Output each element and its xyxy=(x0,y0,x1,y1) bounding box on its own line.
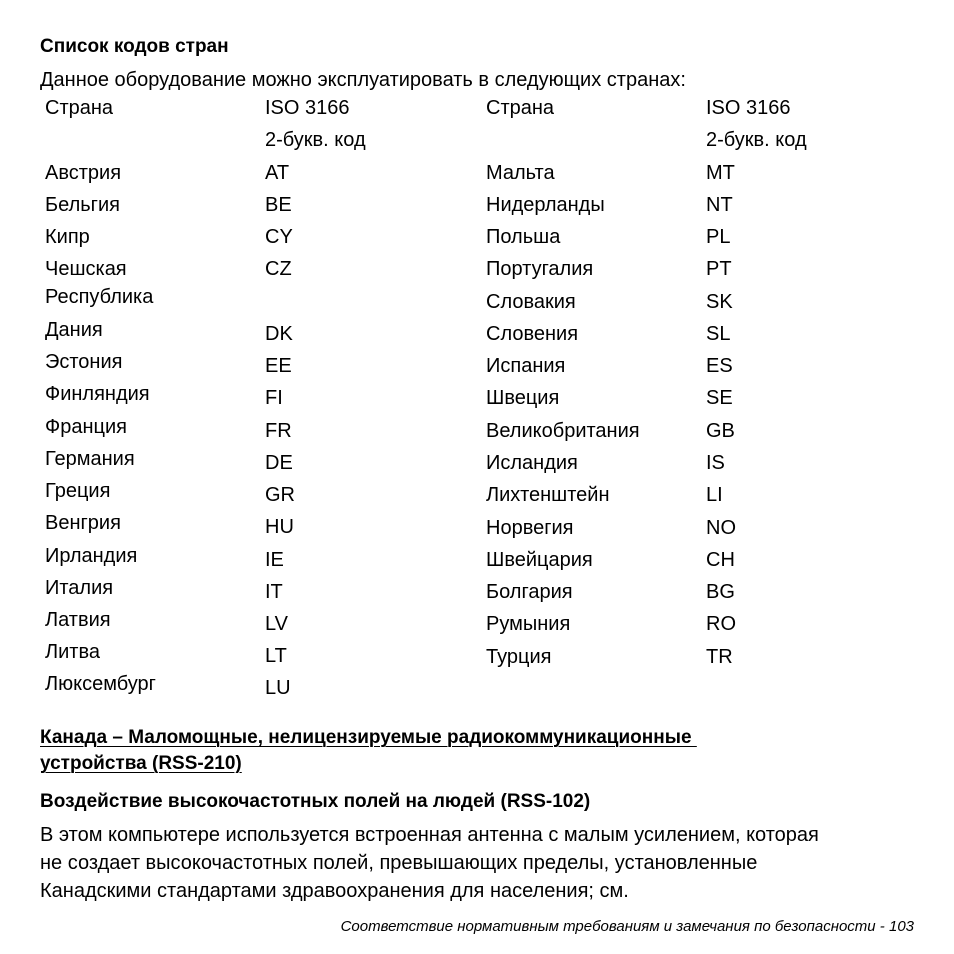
table-row-code: IS xyxy=(706,452,725,474)
table-row-code: PL xyxy=(706,226,731,248)
section-title: Список кодов стран xyxy=(40,36,229,57)
table-row-code: CZ xyxy=(265,258,292,280)
table-row-country: Латвия xyxy=(45,609,111,631)
table-row-code: AT xyxy=(265,162,290,184)
page-footer: Соответствие нормативным требованиям и замечания по безопасности - 103 xyxy=(340,918,914,935)
table-row-code: HU xyxy=(265,516,294,538)
table-row-country: Греция xyxy=(45,480,111,502)
rf-exposure-heading: Воздействие высокочастотных полей на людей (RSS-102) xyxy=(40,791,591,812)
table-row-country: Лихтенштейн xyxy=(486,484,610,506)
table-row-code: ES xyxy=(706,355,733,377)
table-row-code: NT xyxy=(706,194,733,216)
rf-body-line: не создает высокочастотных полей, превышающих пределы, установленные xyxy=(40,852,758,874)
table-header-code-left-sub: 2-букв. код xyxy=(265,129,366,151)
rf-body-line: Канадскими стандартами здравоохранения для населения; см. xyxy=(40,880,629,902)
table-row-country: Румыния xyxy=(486,613,571,635)
table-row-code: BE xyxy=(265,194,292,216)
table-row-country: Швеция xyxy=(486,387,560,409)
table-header-code-left: ISO 3166 xyxy=(265,97,350,119)
table-row-country: Кипр xyxy=(45,226,90,248)
table-row-country: Швейцария xyxy=(486,549,593,571)
table-row-code: CH xyxy=(706,549,735,571)
table-header-country-left: Страна xyxy=(45,97,114,119)
table-row-code: GB xyxy=(706,420,735,442)
table-row-country: Норвегия xyxy=(486,517,574,539)
table-row-code: GR xyxy=(265,484,295,506)
table-row-code: DK xyxy=(265,323,293,345)
table-row-country: Бельгия xyxy=(45,194,120,216)
table-row-country: Италия xyxy=(45,577,114,599)
table-row-country: Литва xyxy=(45,641,100,663)
table-row-code: RO xyxy=(706,613,736,635)
canada-heading-line1: Канада – Маломощные, нелицензируемые радиокоммуникационные xyxy=(40,727,697,748)
rf-body-line: В этом компьютере используется встроенная антенна с малым усилением, которая xyxy=(40,824,819,846)
table-row-country: Люксембург xyxy=(45,673,156,695)
table-row-code: IE xyxy=(265,549,284,571)
table-row-code: BG xyxy=(706,581,735,603)
table-row-country: Ирландия xyxy=(45,545,138,567)
table-row-country: Португалия xyxy=(486,258,594,280)
table-row-country: Финляндия xyxy=(45,383,150,405)
table-row-code: LV xyxy=(265,613,288,635)
table-row-code: SK xyxy=(706,291,733,313)
table-row-country: Словения xyxy=(486,323,579,345)
table-row-code: FI xyxy=(265,387,283,409)
intro-text: Данное оборудование можно эксплуатировать в следующих странах: xyxy=(40,69,686,91)
table-row-country: Великобритания xyxy=(486,420,640,442)
page xyxy=(40,0,920,954)
table-header-code-right-sub: 2-букв. код xyxy=(706,129,807,151)
table-row-country: Чешская xyxy=(45,258,127,280)
table-row-code: DE xyxy=(265,452,293,474)
table-row-code: LI xyxy=(706,484,723,506)
table-row-country: Испания xyxy=(486,355,566,377)
table-row-code: LT xyxy=(265,645,287,667)
table-row-code: LU xyxy=(265,677,291,699)
table-row-code: NO xyxy=(706,517,736,539)
table-header-country-right: Страна xyxy=(486,97,555,119)
table-row-country: Германия xyxy=(45,448,135,470)
table-row-code: EE xyxy=(265,355,292,377)
table-row-code: IT xyxy=(265,581,283,603)
table-row-code: MT xyxy=(706,162,735,184)
table-row-country: Турция xyxy=(486,646,552,668)
table-row-country: Польша xyxy=(486,226,561,248)
table-header-code-right: ISO 3166 xyxy=(706,97,791,119)
table-row-country: Эстония xyxy=(45,351,123,373)
table-row-code: TR xyxy=(706,646,733,668)
table-row-code: PT xyxy=(706,258,732,280)
table-row-country-cont: Республика xyxy=(45,286,154,308)
table-row-code: SE xyxy=(706,387,733,409)
table-row-code: SL xyxy=(706,323,731,345)
table-row-country: Мальта xyxy=(486,162,555,184)
table-row-country: Исландия xyxy=(486,452,578,474)
table-row-country: Словакия xyxy=(486,291,576,313)
table-row-country: Болгария xyxy=(486,581,573,603)
table-row-country: Дания xyxy=(45,319,103,341)
table-row-country: Австрия xyxy=(45,162,122,184)
table-row-code: FR xyxy=(265,420,292,442)
table-row-country: Нидерланды xyxy=(486,194,605,216)
table-row-code: CY xyxy=(265,226,293,248)
table-row-country: Франция xyxy=(45,416,127,438)
table-row-country: Венгрия xyxy=(45,512,121,534)
canada-heading-line2: устройства (RSS-210) xyxy=(40,753,242,774)
